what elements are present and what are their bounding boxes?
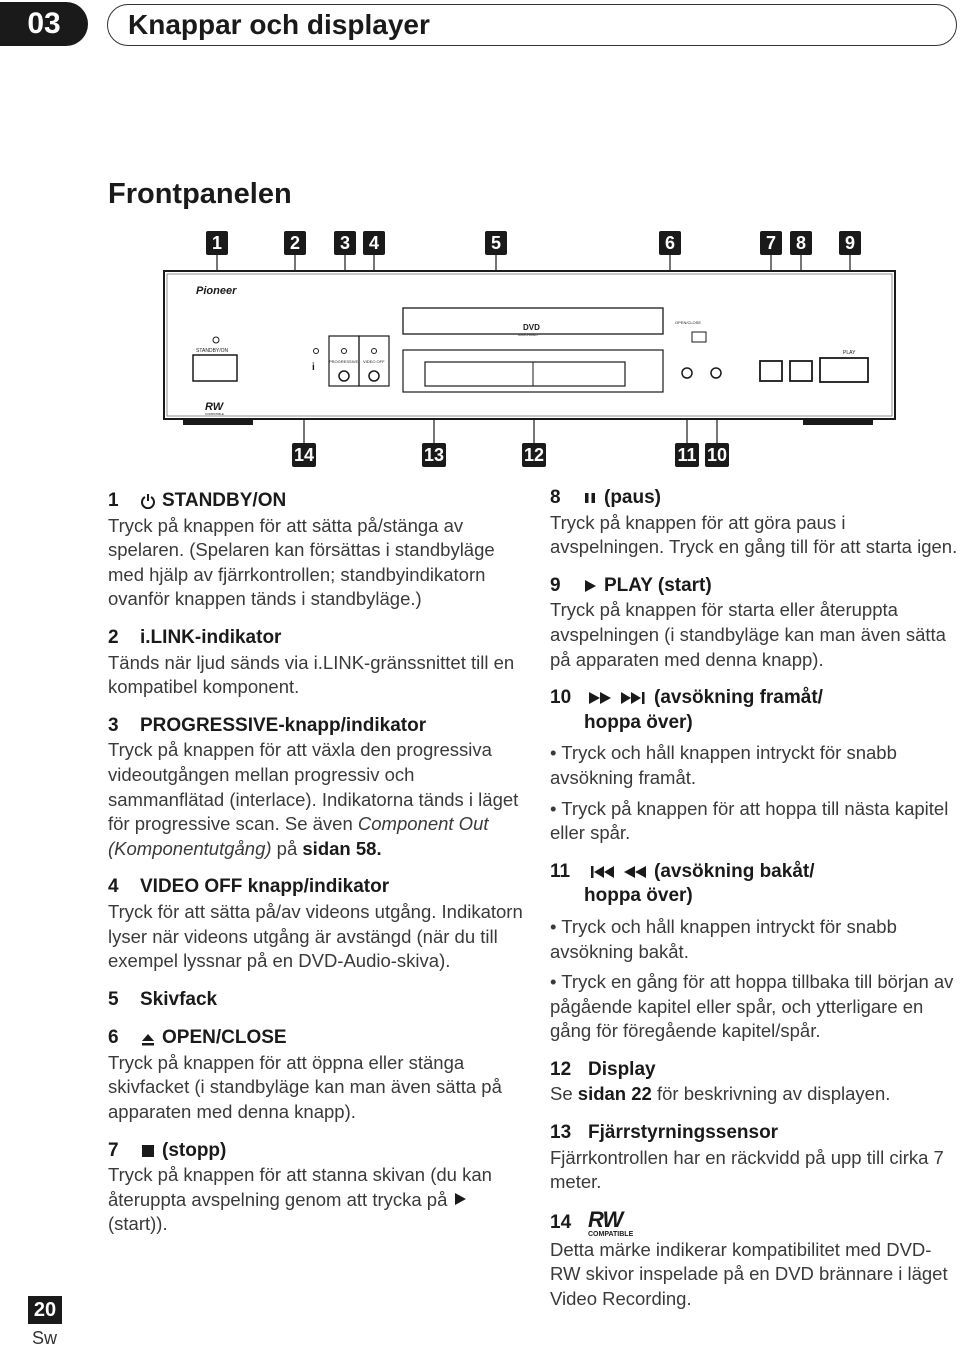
- eject-icon: [140, 1031, 156, 1047]
- callout-7: 7: [760, 231, 782, 255]
- callout-9: 9: [839, 231, 861, 255]
- chapter-number: 03: [0, 2, 88, 46]
- item-9: 9 PLAY (start) Tryck på knappen för starta eller återuppta avspelningen (i standbyläge kan man även sätta på apparaten med denna knapp).: [550, 574, 946, 670]
- item-11: 11 (avsökning bakåt/ hoppa över) • Tryck och håll knappen intryckt för snabb avsökning bakåt. • Tryck en gång för att hoppa tillbaka till början av pågående kapitel eller spår, och ytterligare en gång för föregående kapitel/spår.: [550, 860, 960, 1044]
- page-number: 20: [28, 1296, 62, 1324]
- item-5: 5 Skivfack: [108, 988, 218, 1010]
- callout-1: 1: [206, 231, 228, 255]
- right-column: [550, 486, 960, 1326]
- rw-compatible-logo: RW COMPATIBLE: [588, 1206, 634, 1238]
- item-13: 13 Fjärrstyrningssensor Fjärrkontrollen har en räckvidd på upp till cirka 7 meter.: [550, 1122, 944, 1193]
- progressive-label: PROGRESSIVE: [329, 359, 359, 364]
- item-4: 4 VIDEO OFF knapp/indikator Tryck för att sätta på/av videons utgång. Indikatorn lyser när videons utgång är avstängd (när du till exempel lyssnar på en DVD-Audio-skiva).: [108, 876, 523, 972]
- skip-forward-icon: [620, 690, 648, 706]
- section-title: Frontpanelen: [108, 178, 292, 210]
- svg-text:COMPATIBLE: COMPATIBLE: [205, 412, 224, 416]
- callout-12: 12: [522, 443, 546, 467]
- callout-14: 14: [292, 443, 316, 467]
- callout-4: 4: [363, 231, 385, 255]
- open-close-button: [692, 332, 706, 342]
- page-language: Sw: [32, 1328, 58, 1348]
- callout-8: 8: [790, 231, 812, 255]
- left-column: [108, 489, 528, 1251]
- callout-11: 11: [675, 443, 699, 467]
- display-window: [425, 362, 625, 386]
- item-8: 8 (paus) Tryck på knappen för att göra paus i avspelningen. Tryck en gång till för att starta igen.: [550, 487, 958, 558]
- open-close-label: OPEN/CLOSE: [675, 320, 702, 325]
- stop-icon: [140, 1143, 156, 1159]
- item-2: 2 i.LINK-indikator Tänds när ljud sänds via i.LINK-gränssnittet till en kompatibel komponent.: [108, 626, 515, 698]
- item-1: 1 STANDBY/ON Tryck på knappen för att sätta på/stänga av spelaren. (Spelaren kan försättas i standbyläge med hjälp av fjärrkontrollen; standbyindikatorn ovanför knappen tänds i standbyläge.): [108, 490, 495, 610]
- skip-back-icon: [588, 864, 616, 880]
- play-button: [820, 358, 868, 382]
- item-3: 3 PROGRESSIVE-knapp/indikator Tryck på knappen för att växla den progressiva videoutgången mellan progressiv och sammanflätad (interlace). Indikatorna tänds i läget för progressive scan. Se även Component Out (Komponentutgång) på sidan 58.: [108, 714, 519, 859]
- callout-13: 13: [422, 443, 446, 467]
- pause-icon: [582, 490, 598, 506]
- standby-button: [193, 355, 237, 381]
- standby-label: STANDBY/ON: [196, 348, 229, 354]
- rw-logo: RW: [205, 401, 224, 413]
- dvd-player-front-panel: [163, 270, 896, 426]
- callout-3: 3: [334, 231, 356, 255]
- rewind-icon: [622, 864, 648, 880]
- callout-5: 5: [485, 231, 507, 255]
- pause-button: [790, 361, 812, 381]
- item-10: 10 (avsökning framåt/ hoppa över) • Tryck och håll knappen intryckt för snabb avsökning framåt. • Tryck på knappen för att hoppa till nästa kapitel eller spår.: [550, 686, 960, 846]
- callout-6: 6: [659, 231, 681, 255]
- callout-10: 10: [705, 443, 729, 467]
- svg-text:i: i: [312, 362, 315, 373]
- item-14: 14 RW COMPATIBLE Detta märke indikerar kompatibilitet med DVD-RW skivor inspelade på en DVD brännare i läget Video Recording.: [550, 1206, 948, 1310]
- svg-text:AUDIO/VIDEO: AUDIO/VIDEO: [518, 333, 538, 337]
- stop-button: [760, 361, 782, 381]
- item-6: 6 OPEN/CLOSE Tryck på knappen för att öppna eller stänga skivfacket (i standbyläge kan man även sätta på apparaten med denna knapp).: [108, 1027, 502, 1123]
- callout-2: 2: [284, 231, 306, 255]
- power-icon: [140, 493, 156, 509]
- item-7: 7 (stopp) Tryck på knappen för att stanna skivan (du kan återuppta avspelning genom att trycka på (start)).: [108, 1139, 492, 1235]
- dvd-logo: DVD: [523, 323, 540, 332]
- video-off-label: VIDEO OFF: [363, 359, 385, 364]
- brand-logo: Pioneer: [196, 285, 237, 297]
- play-icon: [453, 1192, 467, 1206]
- play-icon: [582, 578, 598, 594]
- play-label: PLAY: [843, 350, 856, 356]
- fast-forward-icon: [588, 690, 614, 706]
- item-12: 12 Display Se sidan 22 för beskrivning av displayen.: [550, 1058, 891, 1105]
- chapter-title: Knappar och displayer: [128, 9, 430, 40]
